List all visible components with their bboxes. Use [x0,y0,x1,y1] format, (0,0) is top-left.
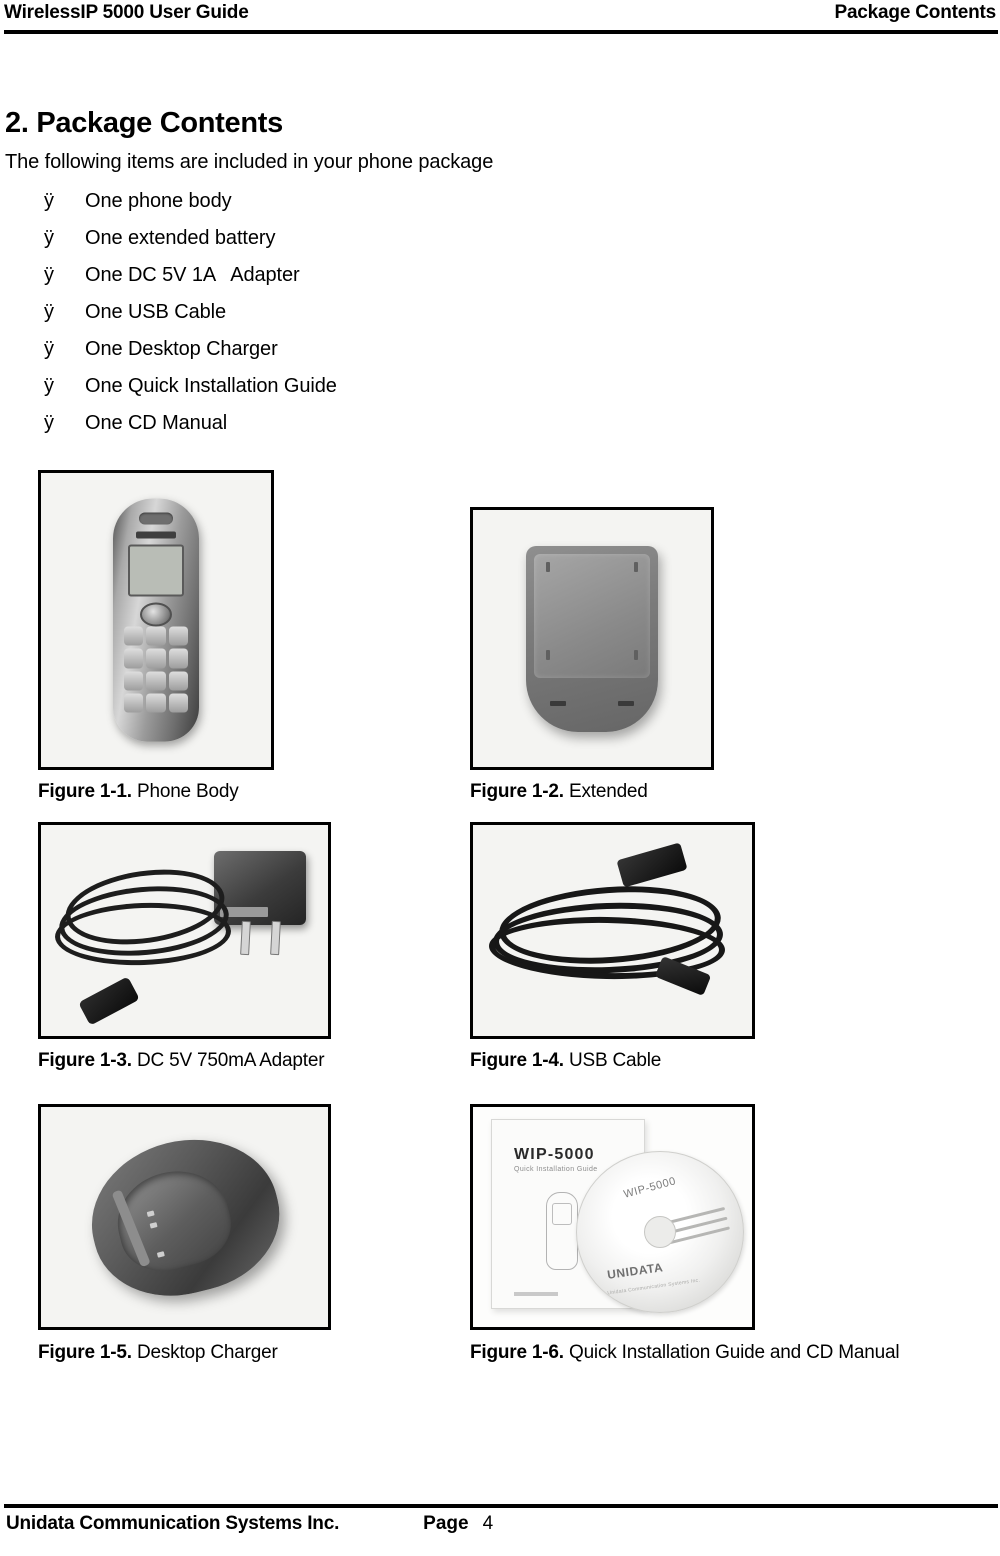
battery-contact [550,701,566,706]
cd-manual-disc [576,1151,744,1313]
figure-caption-1-3 [38,1050,324,1072]
list-item-label: One phone body [85,190,232,212]
intro-paragraph: The following items are included in your phone package [5,151,494,173]
cd-brand-subtext: Unidata Communication Systems Inc. [607,1277,701,1297]
figure-label: Figure 1-5. [38,1342,132,1363]
bullet-arrow-icon: ÿ [44,301,54,323]
battery-face-panel [534,554,650,678]
figure-caption-text: DC 5V 750mA Adapter [136,1050,325,1071]
guide-phone-screen [552,1203,572,1225]
header-document-title: WirelessIP 5000 User Guide [4,2,249,23]
header-divider [4,30,998,34]
list-item-label: One DC 5V 1A Adapter [85,264,300,286]
figure-caption-text: Phone Body [136,781,239,802]
figure-caption-text: USB Cable [568,1050,662,1071]
list-item [0,301,1000,338]
figure-label: Figure 1-4. [470,1050,564,1071]
usb-connector-phone-end [616,842,687,887]
battery-illustration [526,546,658,732]
footer-company-name: Unidata Communication Systems Inc. [6,1513,340,1534]
document-body [0,50,1000,449]
cd-title-text: WIP-5000 [622,1175,678,1201]
battery-clip [634,562,638,572]
figure-caption-1-6 [470,1342,899,1364]
list-item-label: One CD Manual [85,412,228,434]
figure-image-guide-and-cd [470,1104,755,1330]
list-item [0,375,1000,412]
figure-caption-text: Extended [568,781,648,802]
list-item [0,264,1000,301]
package-items-list [0,190,1000,449]
phone-keypad [124,627,188,713]
footer-divider [4,1504,998,1508]
photo-usb-cable [473,825,752,1036]
guide-footnote-bar [514,1292,558,1296]
photo-adapter [41,825,328,1036]
list-item [0,190,1000,227]
figure-image-extended-battery [470,507,714,770]
figure-caption-text: Desktop Charger [136,1342,278,1363]
footer-page-number: 4 [482,1513,494,1534]
phone-screen [128,545,184,597]
photo-phone-body [41,473,271,767]
figure-caption-1-4 [470,1050,661,1072]
figure-label: Figure 1-3. [38,1050,132,1071]
list-item [0,338,1000,375]
list-item [0,412,1000,449]
phone-brand-plate [136,532,176,539]
list-item-label: One extended battery [85,227,276,249]
figure-image-desktop-charger [38,1104,331,1330]
guide-title-text: WIP-5000 [514,1146,595,1163]
phone-earpiece [139,513,173,525]
bullet-arrow-icon: ÿ [44,264,54,286]
adapter-plug-prong [240,921,251,955]
photo-guide-and-cd [473,1107,752,1327]
page-title: 2. Package Contents [5,107,283,139]
figure-row-1 [0,470,1000,800]
list-item-label: One Desktop Charger [85,338,278,360]
adapter-dc-connector [78,976,140,1025]
footer-page-label: Page [423,1513,469,1534]
adapter-plug-prong [270,921,281,955]
battery-clip [546,650,550,660]
bullet-arrow-icon: ÿ [44,412,54,434]
bullet-arrow-icon: ÿ [44,375,54,397]
figure-caption-1-1 [38,781,239,803]
figure-caption-text: Quick Installation Guide and CD Manual [568,1342,900,1363]
figure-caption-1-2 [470,781,648,803]
charger-illustration [75,1121,294,1314]
photo-extended-battery [473,510,711,767]
page-footer [6,1513,493,1535]
bullet-arrow-icon: ÿ [44,190,54,212]
figure-caption-1-5 [38,1342,278,1364]
figure-image-adapter [38,822,331,1039]
cd-brand-text: UNIDATA [606,1260,665,1282]
battery-clip [634,650,638,660]
figure-row-3 [0,1104,1000,1394]
phone-illustration [113,499,199,742]
figure-label: Figure 1-2. [470,781,564,802]
figure-row-2 [0,822,1000,1112]
bullet-arrow-icon: ÿ [44,227,54,249]
header-section-title: Package Contents [834,2,996,23]
cd-center-hole [644,1216,676,1248]
list-item-label: One Quick Installation Guide [85,375,337,397]
figure-image-usb-cable [470,822,755,1039]
phone-navigation-key [140,603,172,627]
list-item-label: One USB Cable [85,301,226,323]
bullet-arrow-icon: ÿ [44,338,54,360]
battery-contact [618,701,634,706]
guide-phone-line-drawing [546,1192,578,1270]
list-item [0,227,1000,264]
figure-label: Figure 1-6. [470,1342,564,1363]
photo-desktop-charger [41,1107,328,1327]
figure-image-phone-body [38,470,274,770]
battery-clip [546,562,550,572]
guide-subtitle-text: Quick Installation Guide [514,1166,598,1173]
figure-label: Figure 1-1. [38,781,132,802]
